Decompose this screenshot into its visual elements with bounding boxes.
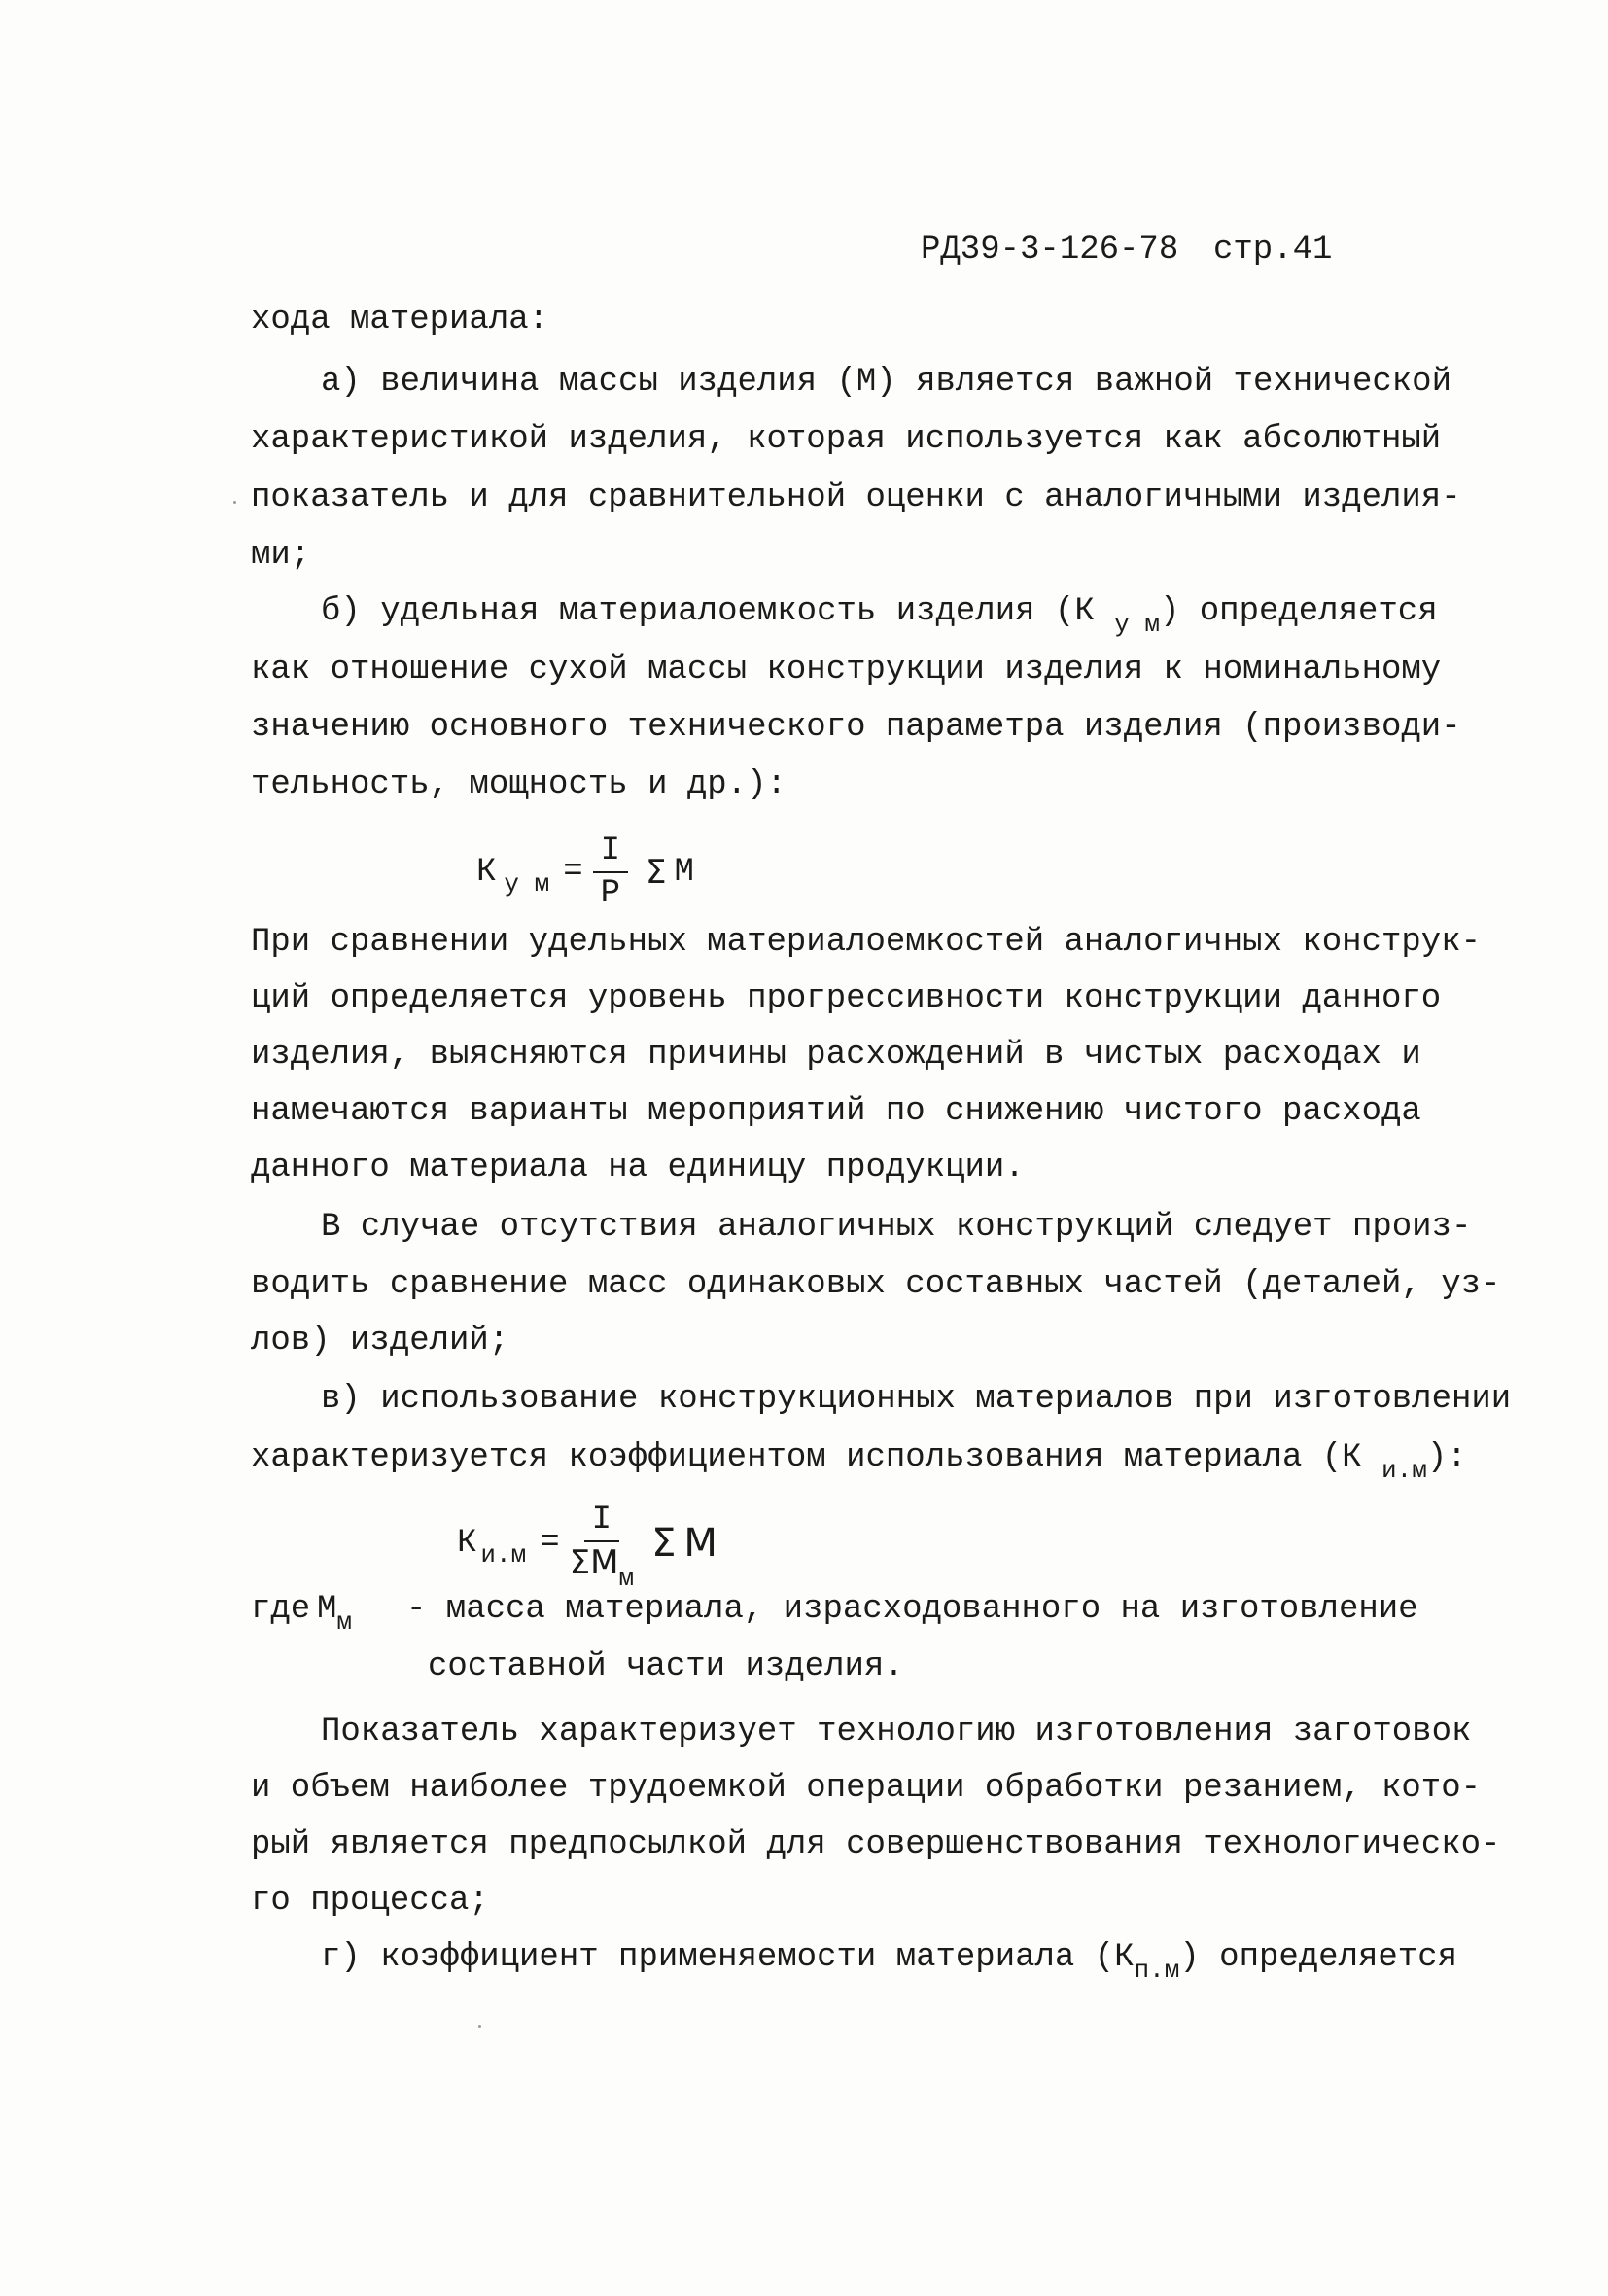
sum-symbol: Σ xyxy=(646,853,667,892)
document-code: РД39-3-126-78 xyxy=(921,231,1179,268)
text-line: характеризуется коэффициентом использования материала (К $_{и.м}$): xyxy=(251,1439,1467,1485)
text-line: изделия, выясняются причины расхождений в чистых расходах и xyxy=(251,1037,1421,1074)
formula-material-utilization xyxy=(457,1501,717,1593)
subscript: у м xyxy=(504,869,550,899)
fraction xyxy=(569,1501,635,1593)
text-line: го процесса; xyxy=(251,1883,489,1920)
text-line: ми; xyxy=(251,537,311,574)
text-line: лов) изделий; xyxy=(251,1323,509,1360)
text-line: а) величина массы изделия (М) является важной технической xyxy=(321,364,1451,401)
text-line: б) удельная материалоемкость изделия (К $_{у м}$) определяется xyxy=(321,593,1438,639)
formula-symbol: К xyxy=(476,854,497,891)
text-line: составной части изделия. xyxy=(428,1648,904,1685)
formula-symbol: $М_м$ xyxy=(317,1591,353,1637)
subscript: м xyxy=(618,1564,635,1593)
denominator: $\Sigma М_м$ xyxy=(569,1543,635,1593)
text-line: данного материала на единицу продукции. xyxy=(251,1149,1025,1186)
text-line: водить сравнение масс одинаковых составных частей (деталей, уз- xyxy=(251,1266,1501,1303)
text-line: показатель и для сравнительной оценки с аналогичными изделия- xyxy=(251,479,1461,516)
text-line: г) коэффициент применяемости материала $(К_{п.м})$ определяется xyxy=(321,1939,1458,1985)
text-line: намечаются варианты мероприятий по снижению чистого расхода xyxy=(251,1093,1421,1130)
text-line: Показатель характеризует технологию изготовления заготовок xyxy=(321,1713,1472,1750)
text-line: ций определяется уровень прогрессивности конструкции данного xyxy=(251,980,1442,1017)
subscript: и.м xyxy=(480,1539,527,1570)
numerator: I xyxy=(593,834,628,873)
text-line: значению основного технического параметра изделия (производи- xyxy=(251,709,1461,746)
denominator: P xyxy=(600,875,621,912)
scan-speck xyxy=(233,501,236,504)
text-line: хода материала: xyxy=(251,301,549,338)
text-line: как отношение сухой массы конструкции изделия к номинальному xyxy=(251,652,1442,689)
formula-symbol: К xyxy=(457,1524,477,1562)
text-line: характеристикой изделия, которая используется как абсолютный xyxy=(251,421,1442,458)
text-line: в) использование конструкционных материалов при изготовлении xyxy=(321,1381,1512,1418)
formula-symbol: М xyxy=(683,1520,717,1566)
equals-sign: = xyxy=(540,1524,560,1562)
formula-specific-material-intensity xyxy=(476,834,694,910)
text-line: и объем наиболее трудоемкой операции обработки резанием, кото- xyxy=(251,1770,1482,1807)
equals-sign: = xyxy=(563,854,583,891)
scan-speck xyxy=(478,2025,481,2028)
text-line: тельность, мощность и др.): xyxy=(251,766,787,803)
page-number: стр.41 xyxy=(1213,231,1333,268)
text-line: При сравнении удельных материалоемкостей аналогичных конструк- xyxy=(251,924,1482,961)
subscript: и.м xyxy=(1381,1456,1427,1485)
text-line: рый является предпосылкой для совершенствования технологическо- xyxy=(251,1826,1501,1863)
fraction xyxy=(593,834,628,910)
subscript: у м xyxy=(1114,610,1160,639)
text-line: где xyxy=(251,1591,311,1628)
subscript: м xyxy=(336,1607,353,1637)
formula-symbol: М xyxy=(674,854,694,891)
sum-symbol: Σ xyxy=(651,1520,677,1566)
numerator: I xyxy=(584,1503,619,1542)
subscript: п.м xyxy=(1134,1956,1180,1985)
text-line: - масса материала, израсходованного на изготовление xyxy=(406,1591,1418,1628)
text-line: В случае отсутствия аналогичных конструкций следует произ- xyxy=(321,1209,1472,1246)
